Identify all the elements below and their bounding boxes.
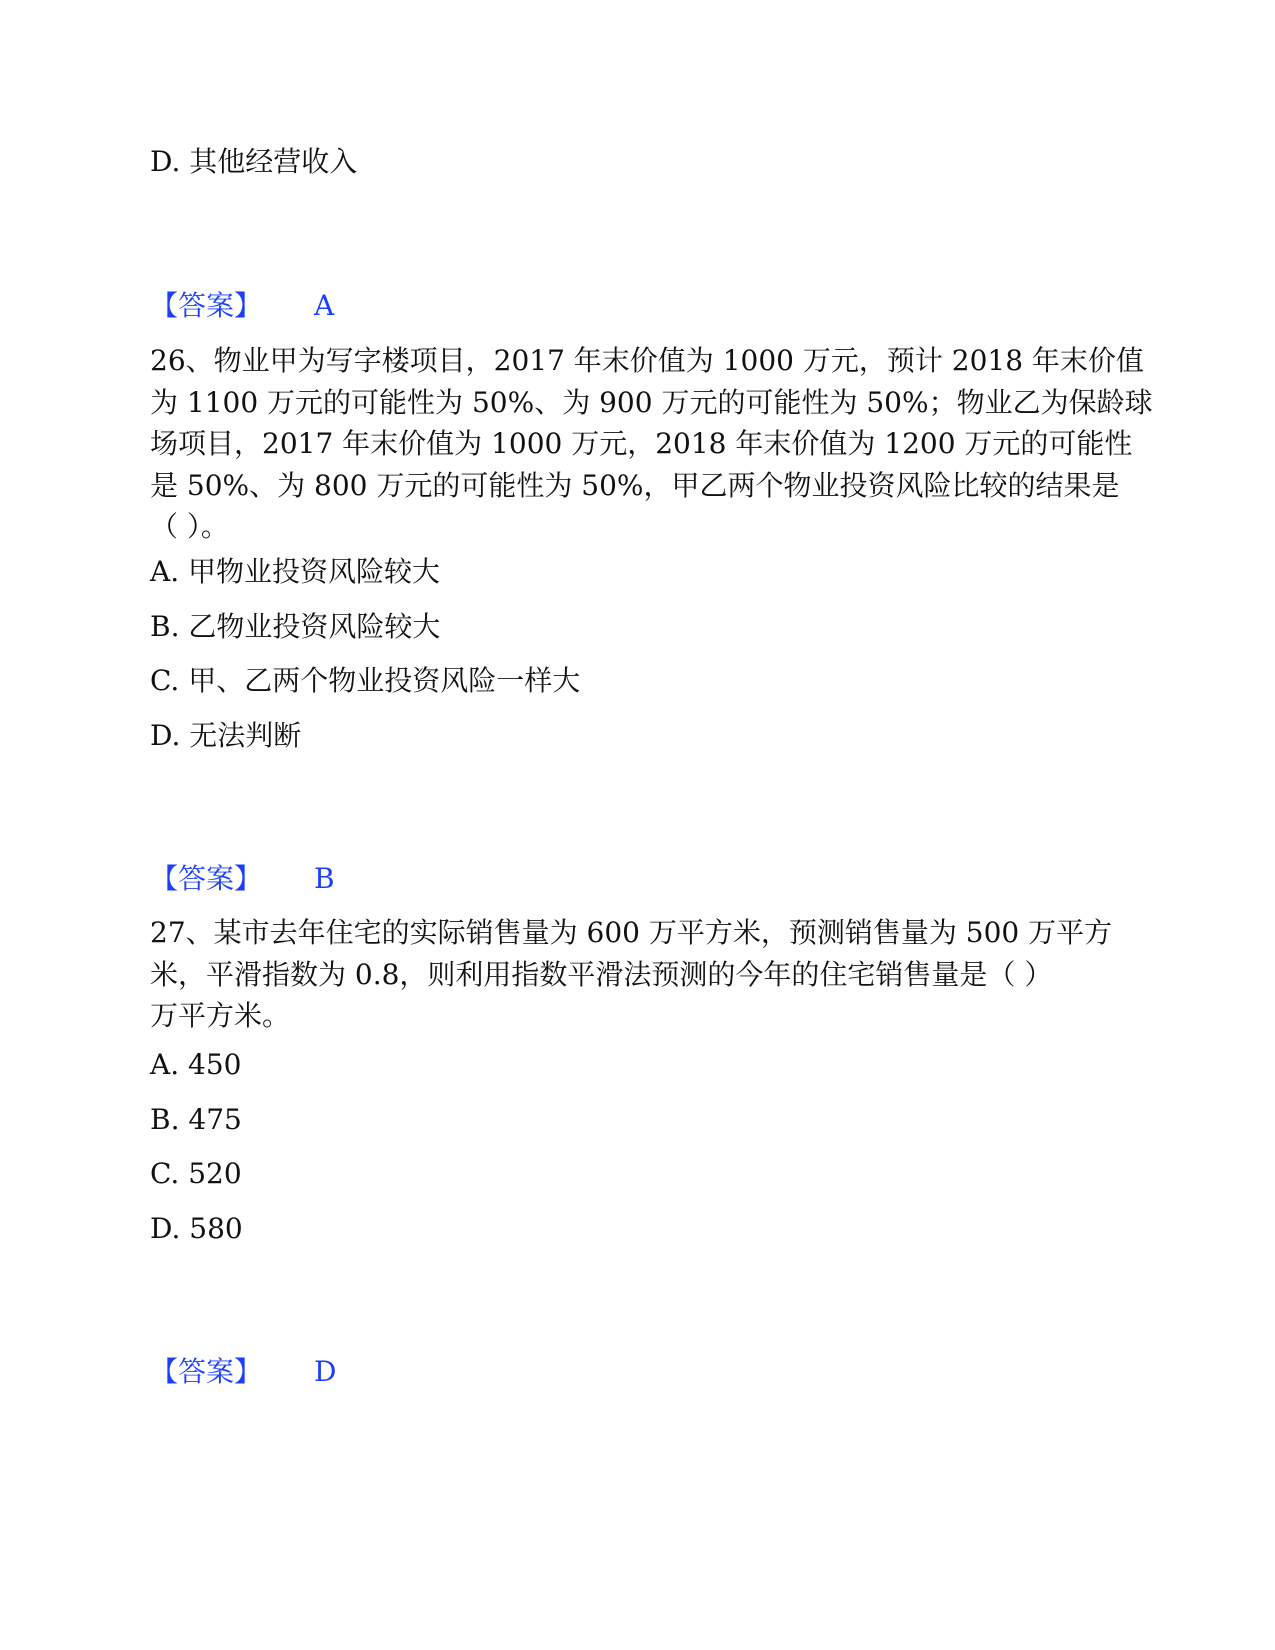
question-26-option-c: C. 甲、乙两个物业投资风险一样大 [150,664,581,697]
question-26-line: 场项目，2017 年末价值为 1000 万元，2018 年末价值为 1200 万元的可能性 [150,427,1133,460]
question-26-line: 是 50%、为 800 万元的可能性为 50%，甲乙两个物业投资风险比较的结果是 [150,468,1120,502]
question-26-line: 为 1100 万元的可能性为 50%、为 900 万元的可能性为 50%；物业乙为保龄球 [150,385,1153,419]
answer-value: A [314,289,335,322]
question-27-line: 万平方米。 [150,999,291,1032]
question-27-option-d: D. 580 [150,1212,243,1245]
question-26-line: 26、物业甲为写字楼项目，2017 年末价值为 1000 万元，预计 2018 年末价值 [150,344,1144,377]
question-25-option-d: D. 其他经营收入 [150,145,358,178]
question-26-option-b: B. 乙物业投资风险较大 [150,610,441,643]
question-27-option-c: C. 520 [150,1157,242,1190]
answer-26 [150,859,335,899]
answer-value: D [314,1355,337,1388]
question-26-option-d: D. 无法判断 [150,719,302,752]
question-27-stem [150,912,1130,1037]
question-26-stem [150,340,1153,548]
answer-label: 【答案】 [150,862,263,895]
answer-27 [150,1352,336,1392]
question-27-option-b: B. 475 [150,1103,242,1136]
answer-25 [150,286,334,326]
question-26-line: （ ）。 [150,510,229,543]
question-27-line: 27、某市去年住宅的实际销售量为 600 万平方米，预测销售量为 500 万平方 [150,916,1113,949]
answer-value: B [314,862,335,895]
question-27-option-a: A. 450 [150,1048,242,1081]
answer-label: 【答案】 [150,1355,263,1388]
answer-label: 【答案】 [150,289,263,322]
question-26-option-a: A. 甲物业投资风险较大 [150,555,441,588]
question-27-line: 米，平滑指数为 0.8，则利用指数平滑法预测的今年的住宅销售量是（ ） [150,957,1053,991]
